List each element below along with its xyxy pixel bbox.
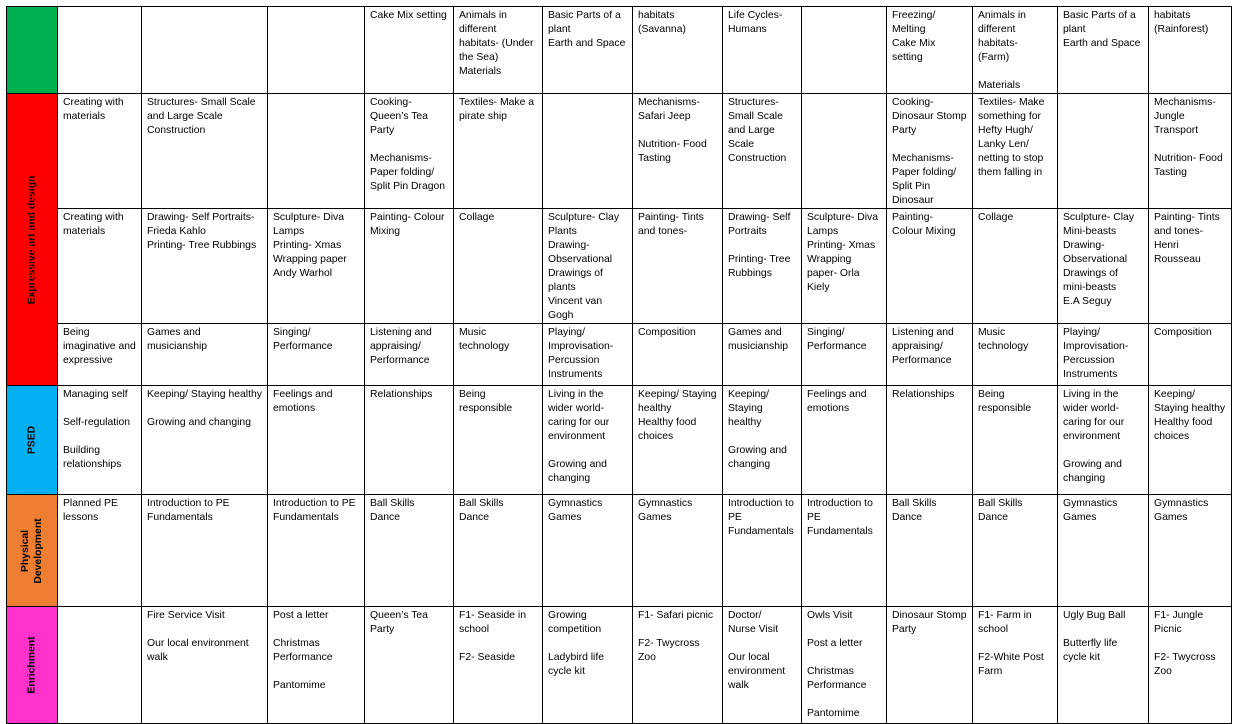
activity-cell: Fire Service Visit Our local environment walk xyxy=(142,607,268,724)
activity-cell: Music technology xyxy=(454,324,543,386)
activity-cell xyxy=(268,94,365,209)
table-row xyxy=(7,607,1232,724)
aspect-cell xyxy=(58,7,142,94)
activity-cell: Drawing- Self Portraits Printing- Tree Rubbings xyxy=(723,209,802,324)
activity-cell: Textiles- Make a pirate ship xyxy=(454,94,543,209)
activity-cell: Singing/ Performance xyxy=(802,324,887,386)
area-label: Physical Development xyxy=(20,517,44,584)
activity-cell: Animals in different habitats- (Under the Sea) Materials xyxy=(454,7,543,94)
activity-cell: Basic Parts of a plant Earth and Space xyxy=(543,7,633,94)
activity-cell: Introduction to PE Fundamentals xyxy=(142,495,268,607)
activity-cell: Collage xyxy=(454,209,543,324)
area-label: Enrichment xyxy=(26,636,38,694)
activity-cell: Introduction to PE Fundamentals xyxy=(268,495,365,607)
activity-cell: Mechanisms- Jungle Transport Nutrition- Food Tasting xyxy=(1149,94,1232,209)
activity-cell: Music technology xyxy=(973,324,1058,386)
curriculum-table xyxy=(6,6,1232,724)
activity-cell: habitats (Rainforest) xyxy=(1149,7,1232,94)
activity-cell: Sculpture- Diva Lamps Printing- Xmas Wrapping paper Andy Warhol xyxy=(268,209,365,324)
activity-cell: Living in the wider world- caring for our environment Growing and changing xyxy=(1058,386,1149,495)
area-label-cell xyxy=(7,94,58,386)
aspect-cell: Being imaginative and expressive xyxy=(58,324,142,386)
activity-cell: Mechanisms- Safari Jeep Nutrition- Food Tasting xyxy=(633,94,723,209)
activity-cell: Basic Parts of a plant Earth and Space xyxy=(1058,7,1149,94)
activity-cell: Composition xyxy=(1149,324,1232,386)
table-body xyxy=(7,7,1232,724)
activity-cell: Ball Skills Dance xyxy=(454,495,543,607)
aspect-cell: Creating with materials xyxy=(58,209,142,324)
activity-cell: habitats (Savanna) xyxy=(633,7,723,94)
activity-cell: Feelings and emotions xyxy=(802,386,887,495)
activity-cell: Sculpture- Clay Mini-beasts Drawing- Observational Drawings of mini-beasts E.A Seguy xyxy=(1058,209,1149,324)
activity-cell: Games and musicianship xyxy=(723,324,802,386)
activity-cell: Playing/ Improvisation- Percussion Instruments xyxy=(543,324,633,386)
activity-cell: Introduction to PE Fundamentals xyxy=(723,495,802,607)
area-label: PSED xyxy=(26,425,38,455)
activity-cell: Keeping/ Staying healthy Growing and changing xyxy=(142,386,268,495)
aspect-cell: Planned PE lessons xyxy=(58,495,142,607)
area-label: Expressive art and design xyxy=(26,175,38,304)
activity-cell: Painting- Colour Mixing xyxy=(887,209,973,324)
activity-cell xyxy=(802,7,887,94)
activity-cell: Being responsible xyxy=(454,386,543,495)
activity-cell: Ugly Bug Ball Butterfly life cycle kit xyxy=(1058,607,1149,724)
activity-cell: Structures- Small Scale and Large Scale Construction xyxy=(723,94,802,209)
table-row xyxy=(7,324,1232,386)
activity-cell: Keeping/ Staying healthy Healthy food choices xyxy=(633,386,723,495)
activity-cell: Collage xyxy=(973,209,1058,324)
activity-cell xyxy=(802,94,887,209)
table-row xyxy=(7,7,1232,94)
curriculum-table-container xyxy=(6,6,1232,724)
activity-cell: F1- Jungle Picnic F2- Twycross Zoo xyxy=(1149,607,1232,724)
activity-cell: Feelings and emotions xyxy=(268,386,365,495)
activity-cell xyxy=(1058,94,1149,209)
activity-cell: Sculpture- Diva Lamps Printing- Xmas Wrapping paper- Orla Kiely xyxy=(802,209,887,324)
activity-cell: Relationships xyxy=(887,386,973,495)
activity-cell xyxy=(268,7,365,94)
activity-cell: Life Cycles- Humans xyxy=(723,7,802,94)
activity-cell: Painting- Colour Mixing xyxy=(365,209,454,324)
area-label-cell xyxy=(7,495,58,607)
activity-cell xyxy=(142,7,268,94)
aspect-cell xyxy=(58,607,142,724)
activity-cell: Painting- Tints and tones- xyxy=(633,209,723,324)
activity-cell: F1- Safari picnic F2- Twycross Zoo xyxy=(633,607,723,724)
activity-cell: Composition xyxy=(633,324,723,386)
table-row xyxy=(7,386,1232,495)
area-label-cell xyxy=(7,386,58,495)
activity-cell: Dinosaur Stomp Party xyxy=(887,607,973,724)
activity-cell: Gymnastics Games xyxy=(633,495,723,607)
area-label-cell xyxy=(7,607,58,724)
activity-cell: Games and musicianship xyxy=(142,324,268,386)
table-row xyxy=(7,94,1232,209)
activity-cell: Drawing- Self Portraits- Frieda Kahlo Printing- Tree Rubbings xyxy=(142,209,268,324)
activity-cell: Sculpture- Clay Plants Drawing- Observational Drawings of plants Vincent van Gogh xyxy=(543,209,633,324)
activity-cell: Listening and appraising/ Performance xyxy=(887,324,973,386)
activity-cell: Post a letter Christmas Performance Pantomime xyxy=(268,607,365,724)
activity-cell: Keeping/ Staying healthy Healthy food choices xyxy=(1149,386,1232,495)
activity-cell: Gymnastics Games xyxy=(1149,495,1232,607)
activity-cell: Ball Skills Dance xyxy=(973,495,1058,607)
activity-cell: Being responsible xyxy=(973,386,1058,495)
table-row xyxy=(7,495,1232,607)
activity-cell: Ball Skills Dance xyxy=(365,495,454,607)
activity-cell: Relationships xyxy=(365,386,454,495)
activity-cell: Painting- Tints and tones-Henri Rousseau xyxy=(1149,209,1232,324)
activity-cell: Listening and appraising/ Performance xyxy=(365,324,454,386)
activity-cell: Singing/ Performance xyxy=(268,324,365,386)
activity-cell: Ball Skills Dance xyxy=(887,495,973,607)
activity-cell: Cooking- Queen’s Tea Party Mechanisms- Paper folding/ Split Pin Dragon xyxy=(365,94,454,209)
table-row xyxy=(7,209,1232,324)
activity-cell: Growing competition Ladybird life cycle kit xyxy=(543,607,633,724)
activity-cell: Owls Visit Post a letter Christmas Performance Pantomime xyxy=(802,607,887,724)
activity-cell: Cooking- Dinosaur Stomp Party Mechanisms- Paper folding/ Split Pin Dinosaur xyxy=(887,94,973,209)
activity-cell: Queen’s Tea Party xyxy=(365,607,454,724)
activity-cell: Playing/ Improvisation- Percussion Instruments xyxy=(1058,324,1149,386)
aspect-cell: Creating with materials xyxy=(58,94,142,209)
activity-cell: Animals in different habitats- (Farm) Materials xyxy=(973,7,1058,94)
activity-cell xyxy=(543,94,633,209)
activity-cell: Keeping/ Staying healthy Growing and changing xyxy=(723,386,802,495)
area-label-cell xyxy=(7,7,58,94)
activity-cell: Textiles- Make something for Hefty Hugh/ Lanky Len/ netting to stop them falling in xyxy=(973,94,1058,209)
activity-cell: Gymnastics Games xyxy=(543,495,633,607)
activity-cell: Cake Mix setting xyxy=(365,7,454,94)
activity-cell: Living in the wider world- caring for our environment Growing and changing xyxy=(543,386,633,495)
activity-cell: Gymnastics Games xyxy=(1058,495,1149,607)
activity-cell: F1- Farm in school F2-White Post Farm xyxy=(973,607,1058,724)
activity-cell: Doctor/ Nurse Visit Our local environment walk xyxy=(723,607,802,724)
activity-cell: Freezing/ Melting Cake Mix setting xyxy=(887,7,973,94)
activity-cell: F1- Seaside in school F2- Seaside xyxy=(454,607,543,724)
activity-cell: Introduction to PE Fundamentals xyxy=(802,495,887,607)
activity-cell: Structures- Small Scale and Large Scale Construction xyxy=(142,94,268,209)
aspect-cell: Managing self Self-regulation Building relationships xyxy=(58,386,142,495)
